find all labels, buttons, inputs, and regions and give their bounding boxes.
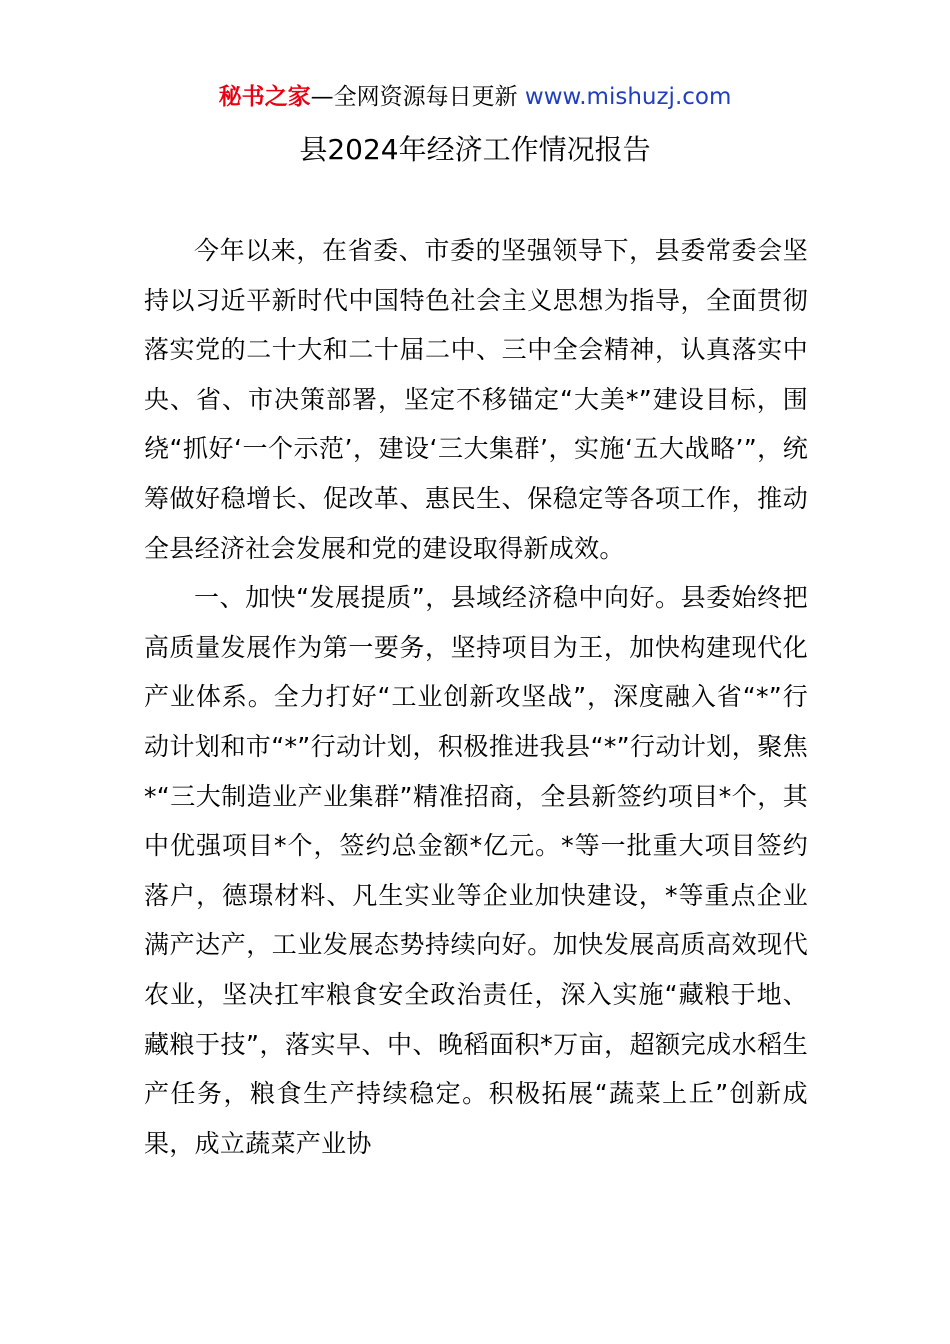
document-body	[144, 226, 808, 1168]
document-title: 县2024年经济工作情况报告	[299, 133, 651, 166]
site-brand: 秘书之家	[218, 84, 311, 110]
site-url-link[interactable]: www.mishuzj.com	[524, 84, 732, 110]
site-tagline: —全网资源每日更新	[310, 84, 518, 110]
paragraph-intro: 今年以来，在省委、市委的坚强领导下，县委常委会坚持以习近平新时代中国特色社会主义思想为指导，全面贯彻落实党的二十大和二十届二中、三中全会精神，认真落实中央、省、市决策部署，坚定不移锚定“大美*”建设目标，围绕“抓好‘一个示范’，建设‘三大集群’，实施‘五大战略’”，统筹做好稳增长、促改革、惠民生、保稳定等各项工作，推动全县经济社会发展和党的建设取得新成效。	[144, 236, 808, 563]
site-header	[0, 80, 950, 114]
paragraph-section-one: 一、加快“发展提质”，县域经济稳中向好。县委始终把高质量发展作为第一要务，坚持项目为王，加快构建现代化产业体系。全力打好“工业创新攻坚战”，深度融入省“*”行动计划和市“*”行动计划，积极推进我县“*”行动计划，聚焦*“三大制造业产业集群”精准招商，全县新签约项目*个，其中优强项目*个，签约总金额*亿元。*等一批重大项目签约落户，德璟材料、凡生实业等企业加快建设，*等重点企业满产达产，工业发展态势持续向好。加快发展高质高效现代农业，坚决扛牢粮食安全政治责任，深入实施“藏粮于地、藏粮于技”，落实早、中、晚稻面积*万亩，超额完成水稻生产任务，粮食生产持续稳定。积极拓展“蔬菜上丘”创新成果，成立蔬菜产业协	[144, 583, 808, 1158]
